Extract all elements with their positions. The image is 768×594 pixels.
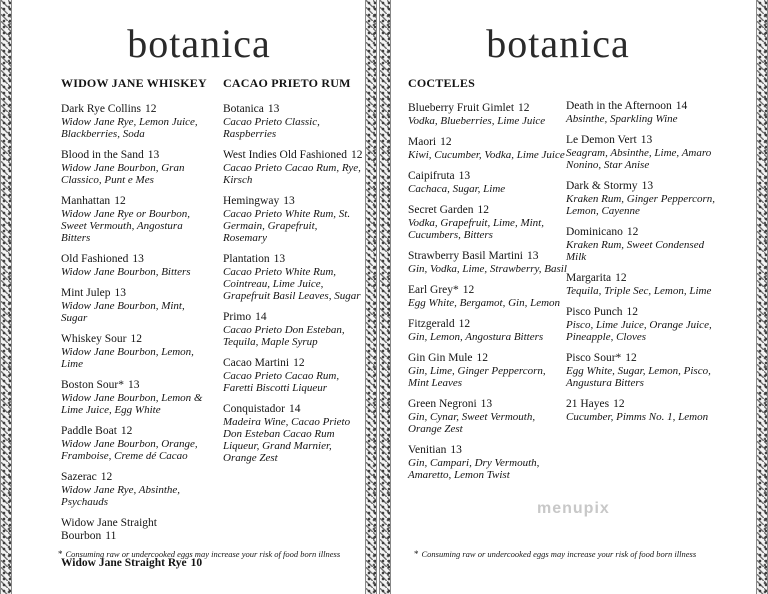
menu-item [61,253,211,278]
menu-item [61,425,211,462]
menu-item [223,357,363,394]
decorative-border-center-right [379,0,391,594]
menu-item-name [408,170,568,183]
item-price: 13 [267,103,280,115]
item-name: Mint Julep [61,287,111,299]
item-description: Cachaca, Sugar, Lime [408,183,506,195]
item-name: Caipifruta [408,170,455,182]
item-description: Cacao Prieto Don Esteban, Tequila, Maple Syrup [223,324,345,348]
menu-item [566,398,726,423]
menu-item-name [408,352,568,365]
section-heading: WIDOW JANE WHISKEY [61,76,207,90]
menu-item [408,284,568,309]
menu-item-name [408,284,568,297]
menu-item [566,272,726,297]
menu-item-name [61,253,211,266]
column-cocteles-1 [408,76,568,490]
item-price: 12 [114,195,126,207]
footnote: * Consuming raw or undercooked eggs may increase your risk of food born illness [414,549,697,559]
item-name: Whiskey Sour [61,333,127,345]
item-name: Botanica [223,103,264,115]
footnote: * Consuming raw or undercooked eggs may increase your risk of food born illness [58,549,341,559]
menu-item [223,253,363,302]
item-price: 13 [641,180,654,192]
item-name: Pisco Punch [566,306,623,318]
item-description: Seagram, Absinthe, Lime, Amaro Nonino, Star Anise [566,147,712,171]
column-cacao-prieto [223,76,363,473]
menu-item-name [223,195,363,208]
menu-item [223,195,363,244]
item-price: 11 [105,530,117,542]
menu-item-name [61,195,211,208]
item-description: Widow Jane Bourbon, Mint, Sugar [61,300,185,324]
item-price: 12 [625,352,637,364]
item-name: Le Demon Vert [566,134,637,146]
item-description: Egg White, Bergamot, Gin, Lemon [408,297,561,309]
item-price: 12 [145,103,157,115]
item-name: Earl Grey* [408,284,459,296]
menu-item-name [408,250,568,263]
item-description: Gin, Vodka, Lime, Strawberry, Basil [408,263,567,275]
menu-item-name [566,180,726,193]
item-name: Paddle Boat [61,425,117,437]
item-price: 13 [127,379,140,391]
menu-item-name [223,149,363,162]
menu-item [61,149,211,186]
item-price: 13 [147,149,160,161]
item-description: Vodka, Grapefruit, Lime, Mint, Cucumbers, Bitters [408,217,544,241]
item-description: Cacao Prieto White Rum, Cointreau, Lime Juice, Grapefruit Basil Leaves, Sugar [223,266,361,302]
item-price: 13 [458,170,471,182]
item-price: 12 [100,471,113,483]
item-description: Vodka, Blueberries, Lime Juice [408,115,546,127]
item-description: Widow Jane Rye or Bourbon, Sweet Vermouth, Angostura Bitters [61,208,191,244]
item-description: Kraken Rum, Ginger Peppercorn, Lemon, Cayenne [566,193,715,217]
watermark: menupix [537,500,610,517]
item-name: Cacao Martini [223,357,290,369]
item-description: Widow Jane Bourbon, Lemon, Lime [61,346,194,370]
item-description: Gin, Lime, Ginger Peppercorn, Mint Leaves [408,365,546,389]
item-price: 12 [477,204,489,216]
menu-item-name [61,425,211,438]
item-description: Tequila, Triple Sec, Lemon, Lime [566,285,712,297]
item-price: 13 [114,287,127,299]
menu-item [566,352,726,389]
menu-item [61,471,211,508]
item-name: Blood in the Sand [61,149,144,161]
item-name: Blueberry Fruit Gimlet [408,102,515,114]
item-name: Primo [223,311,252,323]
item-description: Widow Jane Bourbon, Orange, Framboise, Creme dé Cacao [61,438,198,462]
menu-item-name [566,272,726,285]
item-name: Plantation [223,253,270,265]
item-description: Gin, Cynar, Sweet Vermouth, Orange Zest [408,411,536,435]
item-price: 12 [440,136,452,148]
item-name: Dark & Stormy [566,180,638,192]
item-price: 12 [626,306,639,318]
menu-item [408,398,568,435]
item-description: Kraken Rum, Sweet Condensed Milk [566,239,705,263]
item-description: Widow Jane Rye, Lemon Juice, Blackberries, Soda [61,116,198,140]
menu-item [566,100,726,125]
item-name: Dark Rye Collins [61,103,142,115]
item-name: Green Negroni [408,398,477,410]
item-price: 13 [273,253,286,265]
item-description: Cacao Prieto Classic, Raspberries [223,116,320,140]
item-name: Widow Jane Straight Bourbon [61,517,157,542]
item-name: Boston Sour* [61,379,124,391]
menu-item [223,103,363,140]
item-price: 12 [613,398,625,410]
item-description: Absinthe, Sparkling Wine [566,113,678,125]
item-price: 12 [350,149,363,161]
item-description: Madeira Wine, Cacao Prieto Don Esteban Cacao Rum Liqueur, Grand Marnier, Orange Zest [223,416,351,464]
item-price: 13 [283,195,295,207]
item-price: 14 [675,100,688,112]
decorative-border-right [756,0,768,594]
item-name: Fitzgerald [408,318,455,330]
item-price: 13 [132,253,144,265]
menu-item-name [408,136,568,149]
section-heading: CACAO PRIETO RUM [223,76,351,90]
item-name: Manhattan [61,195,111,207]
item-description: Cacao Prieto Cacao Rum, Faretti Biscotti Liqueur [223,370,340,394]
menu-item [223,311,363,348]
item-description: Cacao Prieto Cacao Rum, Rye, Kirsch [223,162,361,186]
decorative-border-center-left [365,0,377,594]
item-description: Egg White, Sugar, Lemon, Pisco, Angustura Bitters [566,365,711,389]
item-price: 12 [476,352,489,364]
column-cocteles-2 [566,100,726,432]
item-name: Secret Garden [408,204,474,216]
menu-item-name [61,333,211,346]
item-price: 13 [450,444,462,456]
menu-item-name [566,226,726,239]
menu-item [223,403,363,464]
menu-item [61,103,211,140]
menu-item [408,352,568,389]
item-name: Margarita [566,272,612,284]
brand-logo: botanica [127,21,271,66]
menu-item [223,149,363,186]
item-price: 12 [626,226,639,238]
menu-item [61,517,211,543]
item-name: 21 Hayes [566,398,610,410]
item-description: Widow Jane Bourbon, Gran Classico, Punt e Mes [61,162,185,186]
menu-item-name [61,379,211,392]
item-description: Cucumber, Pimms No. 1, Lemon [566,411,709,423]
menu-item-name [61,287,211,300]
menu-item [61,287,211,324]
item-price: 13 [480,398,493,410]
item-name: Conquistador [223,403,285,415]
menu-item-name [566,134,726,147]
item-name: Gin Gin Mule [408,352,473,364]
item-price: 12 [462,284,475,296]
item-price: 13 [640,134,653,146]
menu-item [408,318,568,343]
item-name: West Indies Old Fashioned [223,149,347,161]
menu-item-name [61,103,211,116]
menu-item-name [223,253,363,266]
menu-item [566,134,726,171]
menu-item [566,306,726,343]
item-price: 12 [293,357,305,369]
menu-item [408,136,568,161]
menu-item [61,333,211,370]
menu-item-name [408,204,568,217]
item-description: Widow Jane Bourbon, Lemon & Lime Juice, Egg White [61,392,203,416]
menu-item-name [223,403,363,416]
decorative-border-left [0,0,12,594]
item-price: 13 [526,250,539,262]
item-name: Widow Jane Straight Rye [61,557,187,569]
item-description: Widow Jane Rye, Absinthe, Psychauds [61,484,181,508]
item-price: 14 [255,311,267,323]
item-name: Hemingway [223,195,280,207]
menu-item-name [61,517,211,543]
column-widow-jane [61,76,211,584]
menu-item [408,250,568,275]
menu-item-name [223,311,363,324]
menu-item [61,195,211,244]
menu-item-name [408,444,568,457]
item-description: Kiwi, Cucumber, Vodka, Lime Juice [408,149,565,161]
item-price: 12 [518,102,530,114]
section-heading: COCTELES [408,76,475,90]
item-price: 14 [288,403,301,415]
brand-logo: botanica [486,21,630,66]
item-name: Dominicano [566,226,623,238]
item-name: Venitian [408,444,447,456]
menu-item-name [566,398,726,411]
menu-item-name [223,357,363,370]
item-name: Pisco Sour* [566,352,622,364]
item-name: Sazerac [61,471,97,483]
menu-item [408,444,568,481]
item-name: Death in the Afternoon [566,100,672,112]
menu-item-name [566,306,726,319]
menu-item-name [408,102,568,115]
item-price: 12 [615,272,627,284]
item-price: 12 [120,425,133,437]
item-name: Old Fashioned [61,253,129,265]
item-price: 12 [130,333,142,345]
menu-page-left [40,0,363,594]
menu-item-name [566,352,726,365]
menu-item [566,180,726,217]
item-name: Maori [408,136,437,148]
item-description: Cacao Prieto White Rum, St. Germain, Grapefruit, Rosemary [223,208,351,244]
item-price: 10 [190,557,203,569]
menu-item-name [223,103,363,116]
menu-item-name [61,149,211,162]
item-description: Gin, Lemon, Angostura Bitters [408,331,544,343]
menu-item-name [61,471,211,484]
item-price: 12 [458,318,471,330]
menu-item [408,170,568,195]
menu-item [408,204,568,241]
menu-item-name [566,100,726,113]
item-description: Widow Jane Bourbon, Bitters [61,266,191,278]
menu-item [61,379,211,416]
menu-item-name [408,398,568,411]
item-name: Strawberry Basil Martini [408,250,523,262]
menu-item [408,102,568,127]
item-description: Gin, Campari, Dry Vermouth, Amaretto, Lemon Twist [408,457,540,481]
menu-item [566,226,726,263]
menu-item-name [408,318,568,331]
item-description: Pisco, Lime Juice, Orange Juice, Pineapple, Cloves [566,319,712,343]
